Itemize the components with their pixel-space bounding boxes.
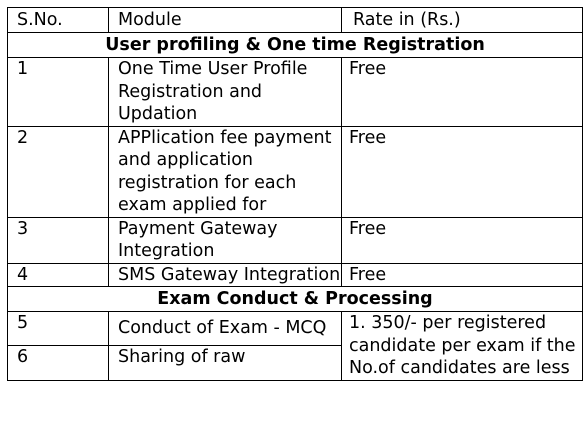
row-module: One Time User Profile Registration and Updation bbox=[109, 58, 342, 127]
row-module: Sharing of raw bbox=[109, 346, 342, 380]
row-sno: 3 bbox=[8, 217, 109, 263]
row-sno: 4 bbox=[8, 263, 109, 287]
row-rate: 1. 350/- per registered candidate per exam if the No.of candidates are less bbox=[342, 312, 583, 381]
row-rate: Free bbox=[342, 263, 583, 287]
table-row bbox=[8, 312, 583, 346]
section-row bbox=[8, 287, 583, 312]
header-rate: Rate in (Rs.) bbox=[342, 8, 583, 33]
row-sno: 6 bbox=[8, 346, 109, 380]
row-module: APPlication fee payment and application registration for each exam applied for bbox=[109, 126, 342, 217]
row-rate: Free bbox=[342, 126, 583, 217]
table-row bbox=[8, 217, 583, 263]
row-module: Conduct of Exam - MCQ bbox=[109, 312, 342, 346]
header-module: Module bbox=[109, 8, 342, 33]
row-module: Payment Gateway Integration bbox=[109, 217, 342, 263]
table-header-row bbox=[8, 8, 583, 33]
row-sno: 2 bbox=[8, 126, 109, 217]
table-row bbox=[8, 263, 583, 287]
section-row bbox=[8, 33, 583, 58]
table-row bbox=[8, 126, 583, 217]
row-rate: Free bbox=[342, 58, 583, 127]
table-row bbox=[8, 58, 583, 127]
header-sno: S.No. bbox=[8, 8, 109, 33]
row-module: SMS Gateway Integration bbox=[109, 263, 342, 287]
row-sno: 5 bbox=[8, 312, 109, 346]
rates-table bbox=[7, 7, 583, 381]
row-sno: 1 bbox=[8, 58, 109, 127]
section-exam-conduct: Exam Conduct & Processing bbox=[8, 287, 583, 312]
section-user-profiling: User profiling & One time Registration bbox=[8, 33, 583, 58]
row-rate: Free bbox=[342, 217, 583, 263]
